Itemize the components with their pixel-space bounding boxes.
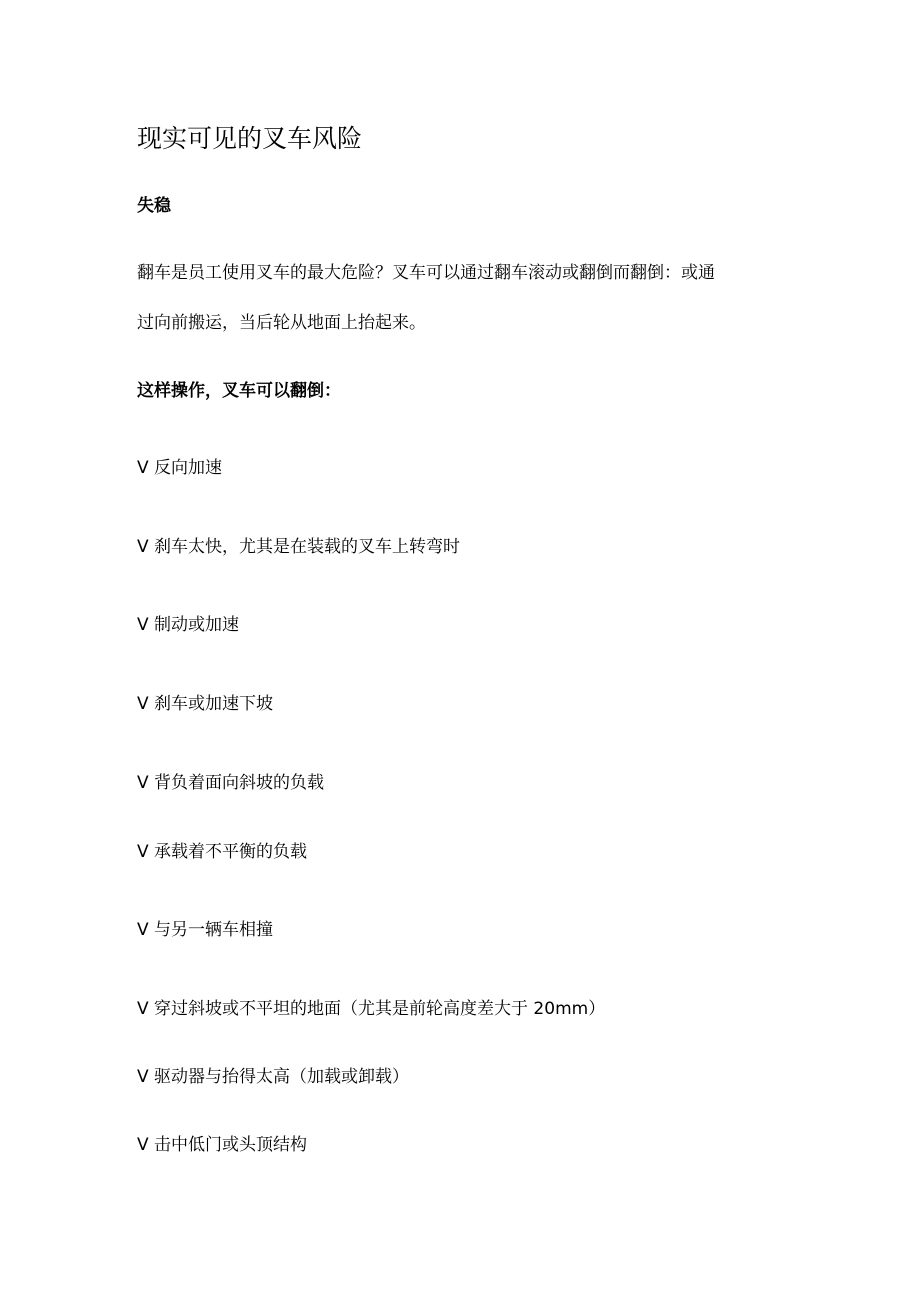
intro-paragraph-line-2: 过向前搬运，当后轮从地面上抬起来。 [137, 313, 426, 333]
list-item: V 穿过斜坡或不平坦的地面（尤其是前轮高度差大于 20mm） [137, 999, 606, 1019]
list-item: V 承载着不平衡的负载 [137, 842, 308, 862]
section-heading: 失稳 [137, 196, 171, 216]
list-item: V 反向加速 [137, 458, 223, 478]
list-item: V 驱动器与抬得太高（加载或卸载） [137, 1067, 410, 1087]
list-item: V 制动或加速 [137, 615, 240, 635]
list-item: V 刹车太快，尤其是在装载的叉车上转弯时 [137, 537, 461, 557]
list-item: V 刹车或加速下坡 [137, 694, 274, 714]
list-heading: 这样操作，叉车可以翻倒： [137, 381, 341, 401]
list-item: V 与另一辆车相撞 [137, 920, 274, 940]
list-item: V 背负着面向斜坡的负载 [137, 773, 325, 793]
list-item: V 击中低门或头顶结构 [137, 1135, 308, 1155]
page-title: 现实可见的叉车风险 [137, 124, 363, 153]
intro-paragraph-line-1: 翻车是员工使用叉车的最大危险？叉车可以通过翻车滚动或翻倒而翻倒：或通 [137, 263, 715, 283]
